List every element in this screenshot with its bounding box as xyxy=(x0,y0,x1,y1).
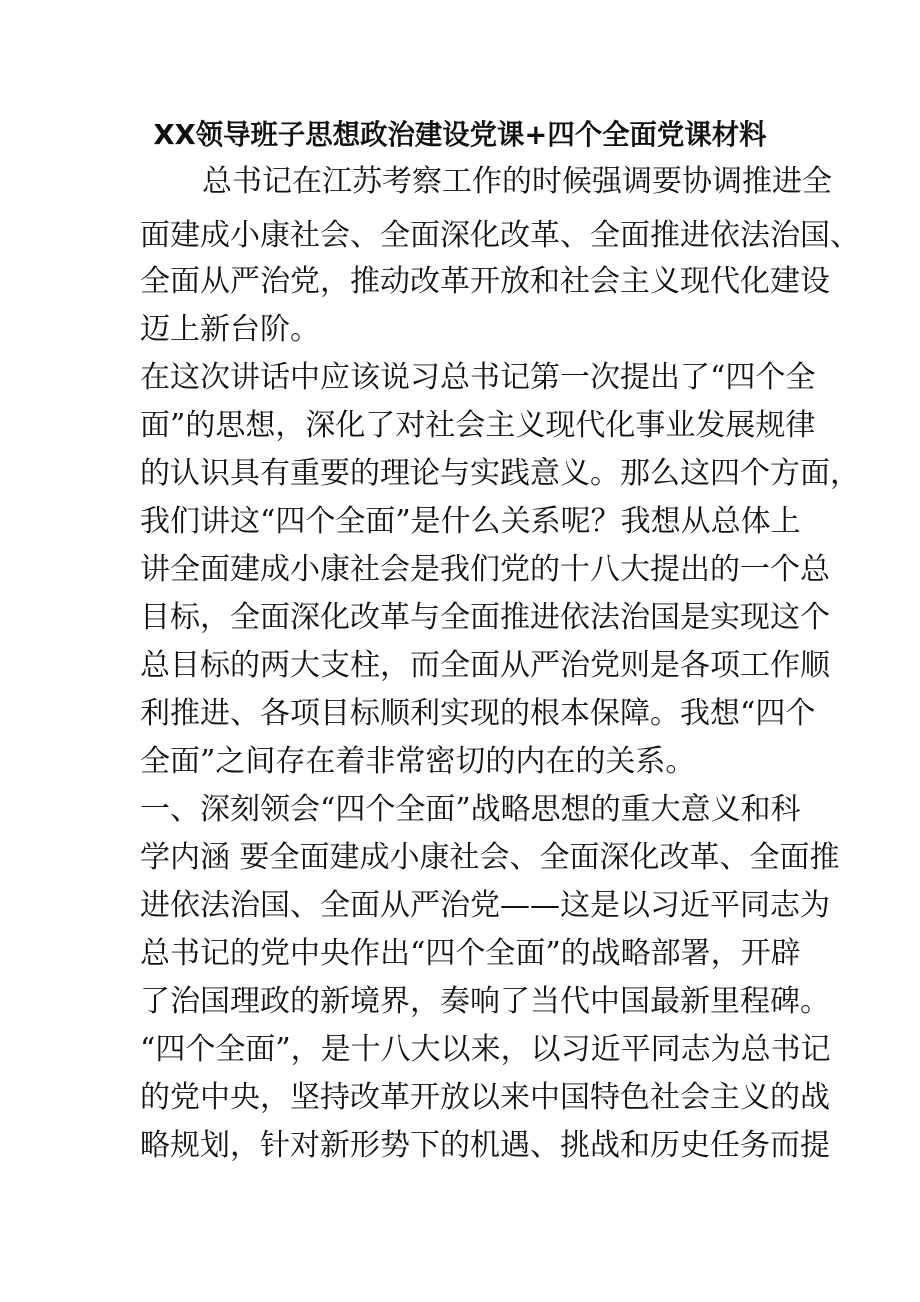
body-line: 全面从严治党，推动改革开放和社会主义现代化建设 xyxy=(140,264,830,299)
body-line: 迈上新台阶。 xyxy=(140,312,320,347)
body-line: 了治国理政的新境界，奏响了当代中国最新里程碑。 xyxy=(140,984,830,1019)
body-line: 我们讲这“四个全面”是什么关系呢？我想从总体上 xyxy=(140,504,801,539)
body-line: 目标，全面深化改革与全面推进依法治国是实现这个 xyxy=(140,600,830,635)
body-line: 在这次讲话中应该说习总书记第一次提出了“四个全 xyxy=(140,360,816,395)
body-line: 总目标的两大支柱，而全面从严治党则是各项工作顺 xyxy=(140,648,830,683)
body-line: 略规划，针对新形势下的机遇、挑战和历史任务而提 xyxy=(140,1128,830,1163)
body-line: 的党中央，坚持改革开放以来中国特色社会主义的战 xyxy=(140,1080,830,1115)
body-line: 的认识具有重要的理论与实践意义。那么这四个方面， xyxy=(140,456,860,491)
body-line: 总书记的党中央作出“四个全面”的战略部署，开辟 xyxy=(140,936,801,971)
body-line: 进依法治国、全面从严治党——这是以习近平同志为 xyxy=(140,888,830,923)
body-line: 总书记在江苏考察工作的时候强调要协调推进全 xyxy=(172,164,832,199)
body-line: “四个全面”，是十八大以来，以习近平同志为总书记 xyxy=(140,1032,831,1067)
body-line: 面建成小康社会、全面深化改革、全面推进依法治国、 xyxy=(140,218,860,253)
body-line: 全面”之间存在着非常密切的内在的关系。 xyxy=(140,744,696,779)
body-line: 面”的思想，深化了对社会主义现代化事业发展规律 xyxy=(140,408,816,443)
document-title: XX领导班子思想政治建设党课+四个全面党课材料 xyxy=(153,118,767,151)
body-line: 学内涵 要全面建成小康社会、全面深化改革、全面推 xyxy=(140,840,840,875)
body-line: 讲全面建成小康社会是我们党的十八大提出的一个总 xyxy=(140,552,830,587)
body-line: 利推进、各项目标顺利实现的根本保障。我想“四个 xyxy=(140,696,816,731)
body-line: 一、深刻领会“四个全面”战略思想的重大意义和科 xyxy=(140,792,801,827)
